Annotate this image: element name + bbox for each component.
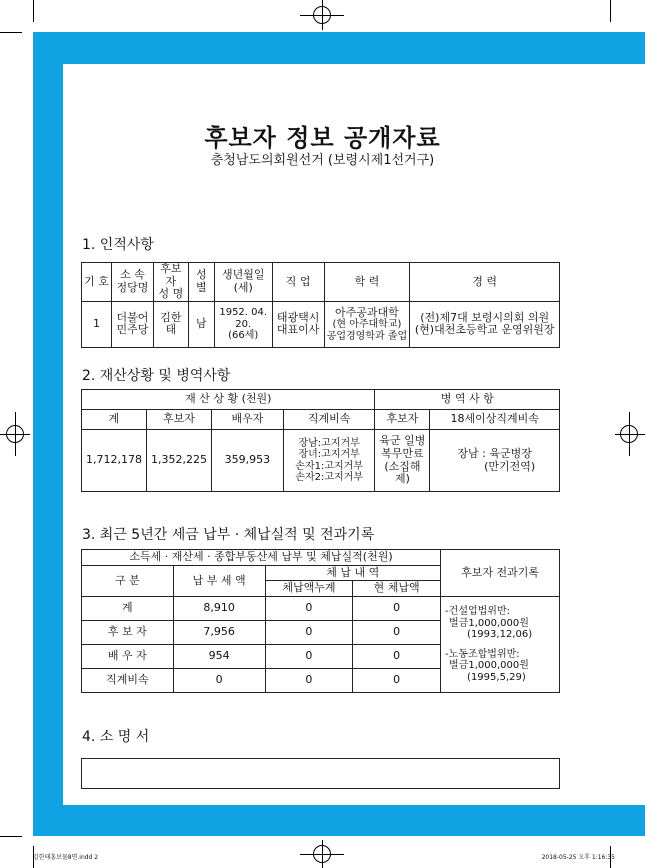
page-title: 후보자 정보 공개자료: [204, 124, 441, 152]
cell-arrears-total: 0: [265, 669, 353, 693]
header-cell: 직계비속: [283, 410, 375, 430]
tax-crime-table: [81, 549, 560, 693]
header-cell: 기 호: [82, 263, 112, 302]
cell-arrears-total: 0: [265, 621, 353, 645]
header-cell: 계: [82, 410, 147, 430]
cell-label: 직계비속: [82, 669, 174, 693]
section-heading-statement: 4. 소 명 서: [82, 729, 150, 745]
header-cell: 배우자: [211, 410, 283, 430]
cell-paid: 8,910: [173, 597, 265, 621]
header-cell: 경 력: [410, 263, 560, 302]
cell-no: 1: [82, 301, 112, 347]
cell-label: 배 우 자: [82, 645, 174, 669]
cell-crime-records: -건설업법위반: 벌금1,000,000원 (1993,12,06) -노동조합법위반: 벌금1,000,000원 (1995,5,29): [441, 597, 560, 693]
cell-arrears-current: 0: [353, 645, 441, 669]
registration-line: [615, 434, 645, 435]
section-heading-personal: 1. 인적사항: [82, 237, 154, 253]
section-heading-property: 2. 재산상황 및 병역사항: [82, 368, 231, 384]
cell-candidate: 1,352,225: [146, 430, 211, 492]
table-row: [82, 430, 560, 492]
group-header-military: 병 역 사 항: [375, 390, 560, 410]
personal-info-table: [81, 262, 560, 348]
cell-paid: 954: [173, 645, 265, 669]
table-header-row: [82, 550, 560, 566]
header-cell: 현 체납액: [353, 581, 441, 597]
cell-education: 아주공과대학 (현 아주대학교) 공업경영학과 졸업: [324, 301, 410, 347]
header-cell: 소 속 정당명: [111, 263, 153, 302]
crop-mark: [33, 0, 34, 22]
cell-name: 김한태: [153, 301, 188, 347]
print-slug-file: 김한태홍보물8면.indd 2: [33, 854, 99, 861]
cell-birth: 1952. 04. 20. (66세): [214, 301, 272, 347]
table-header-row: [82, 390, 560, 410]
property-military-table: [81, 389, 560, 492]
registration-line: [629, 412, 630, 456]
header-cell: 18세이상직계비속: [430, 410, 560, 430]
cell-paid: 7,956: [173, 621, 265, 645]
cell-sex: 남: [188, 301, 214, 347]
header-cell: 후보자 성 명: [153, 263, 188, 302]
cell-spouse: 359,953: [211, 430, 283, 492]
header-cell: 생년월일 (세): [214, 263, 272, 302]
cell-mil-lineal: 장남 : 육군병장 (만기전역): [430, 430, 560, 492]
cell-arrears-current: 0: [353, 597, 441, 621]
cell-job: 태광택시 대표이사: [272, 301, 324, 347]
table-header-row: [82, 410, 560, 430]
cell-arrears-total: 0: [265, 645, 353, 669]
cell-lineal: 장남:고지거부 장녀:고지거부 손자1:고지거부 손자2:고지거부: [283, 430, 375, 492]
header-cell: 체 납 내 역: [265, 566, 441, 581]
cell-arrears-current: 0: [353, 669, 441, 693]
table-row: [82, 597, 560, 621]
header-cell: 성별: [188, 263, 214, 302]
header-cell: 직 업: [272, 263, 324, 302]
table-row: [82, 301, 560, 347]
crop-mark: [0, 32, 22, 33]
registration-line: [322, 840, 323, 868]
cell-arrears-total: 0: [265, 597, 353, 621]
header-cell: 체납액누계: [265, 581, 353, 597]
table-header-row: [82, 263, 560, 302]
page-subtitle: 충청남도의회원선거 (보령시제1선거구): [210, 153, 435, 168]
registration-line: [322, 0, 323, 30]
crop-mark: [610, 0, 611, 22]
header-cell: 구 분: [82, 566, 174, 597]
cell-label: 후 보 자: [82, 621, 174, 645]
crop-mark: [0, 836, 22, 837]
header-crime: 후보자 전과기록: [441, 550, 560, 597]
cell-mil-candidate: 육군 일병 복무만료 (소집해제): [375, 430, 430, 492]
cell-label: 계: [82, 597, 174, 621]
header-cell: 후보자: [146, 410, 211, 430]
section-heading-tax: 3. 최근 5년간 세금 납부 · 체납실적 및 전과기록: [82, 527, 375, 543]
statement-box: [81, 758, 560, 789]
cell-arrears-current: 0: [353, 621, 441, 645]
registration-line: [15, 412, 16, 456]
header-cell: 학 력: [324, 263, 410, 302]
cell-party: 더불어 민주당: [111, 301, 153, 347]
group-header-tax: 소득세 · 재산세 · 종합부동산세 납부 및 체납실적(천원): [82, 550, 441, 566]
print-slug-date: 2018-05-25 오후 1:16:35: [541, 854, 615, 861]
cell-career: (전)제7대 보령시의회 의원 (현)대천초등학교 운영위원장: [410, 301, 560, 347]
cell-total: 1,712,178: [82, 430, 147, 492]
blue-frame-top: [33, 32, 645, 64]
blue-frame-bottom: [33, 805, 645, 836]
header-cell: 후보자: [375, 410, 430, 430]
cell-paid: 0: [173, 669, 265, 693]
group-header-property: 재 산 상 황 (천원): [82, 390, 375, 410]
header-cell: 납 부 세 액: [173, 566, 265, 597]
